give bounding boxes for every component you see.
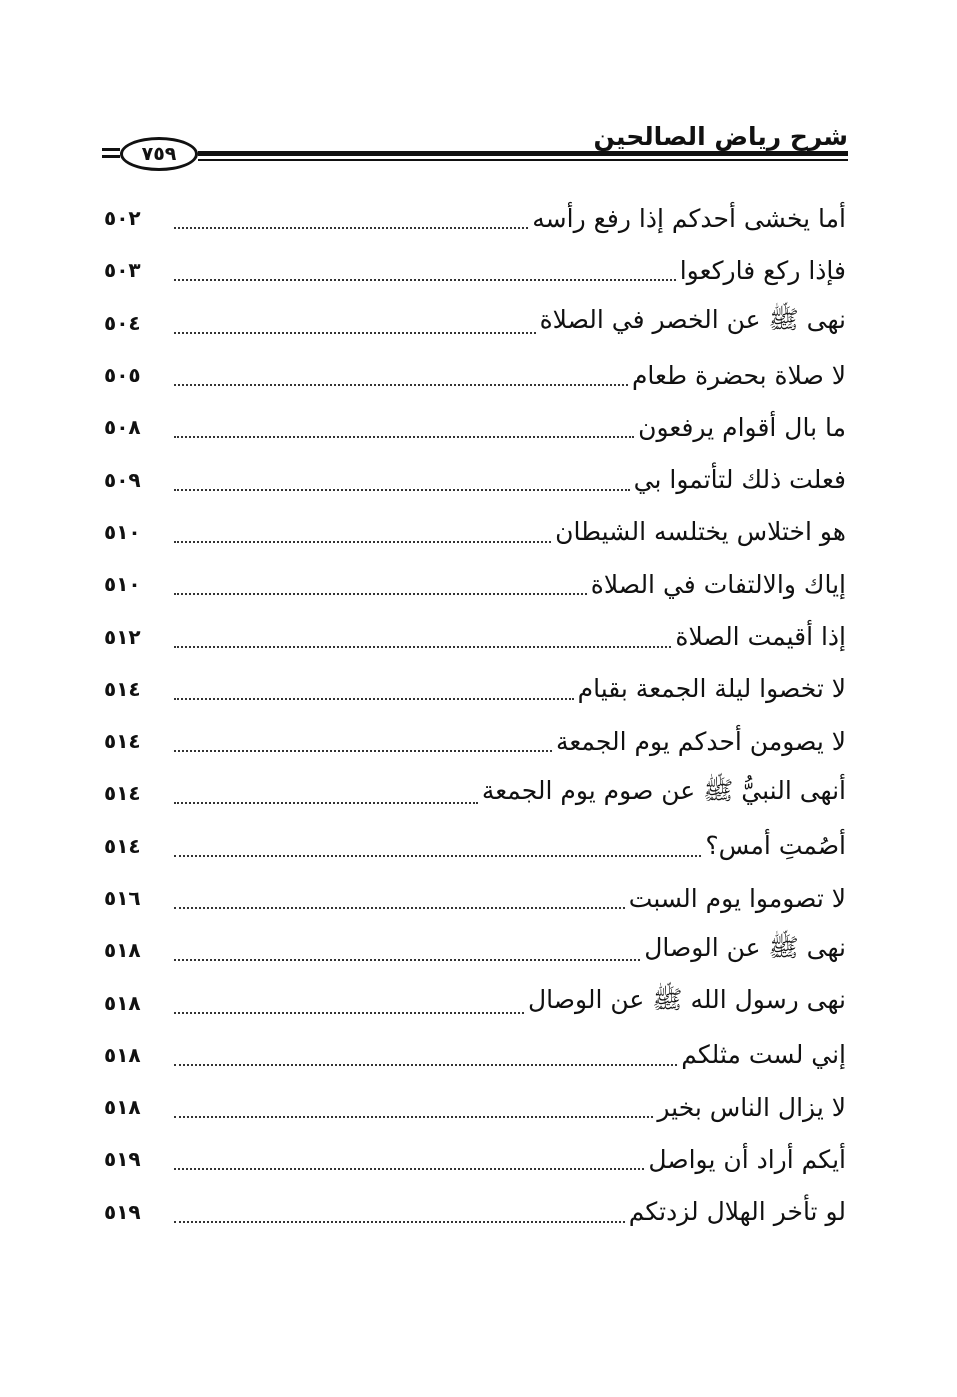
toc-entry <box>100 1029 846 1081</box>
dot-leader <box>174 1168 644 1170</box>
toc-entry <box>100 976 846 1028</box>
toc-entry-page: ٥١٨ <box>104 1042 141 1067</box>
dot-leader <box>174 593 587 595</box>
dot-leader <box>174 855 701 857</box>
toc-entry-title: ما بال أقوام يرفعون <box>638 412 846 442</box>
toc-entry <box>100 192 846 244</box>
toc-entry <box>100 349 846 401</box>
toc-entry-title: أصُمتِ أمس؟ <box>705 831 846 861</box>
toc-entry-title: لا صلاة بحضرة طعام <box>631 360 846 390</box>
toc-entry-title: فإذا ركع فاركعوا <box>679 255 846 285</box>
toc-entry-title: أما يخشى أحدكم إذا رفع رأسه <box>532 203 846 233</box>
toc-entry <box>100 872 846 924</box>
header-rule-thin <box>198 159 848 161</box>
toc-entry <box>100 506 846 558</box>
dot-leader <box>174 541 551 543</box>
dot-leader <box>174 698 574 700</box>
toc-entry-title: لا تخصوا ليلة الجمعة بقيام <box>577 674 846 704</box>
page-number: ٧٥٩ <box>141 143 177 165</box>
toc-entry-page: ٥١٠ <box>104 572 141 597</box>
page-header <box>102 122 848 174</box>
toc-entry <box>100 558 846 610</box>
toc-entry-title: لا تصوموا يوم السبت <box>628 883 846 913</box>
toc-entry-title: فعلت ذلك لتأتموا بي <box>633 465 846 495</box>
toc-entry <box>100 663 846 715</box>
dot-leader <box>174 279 676 281</box>
toc-entry-page: ٥١٤ <box>104 729 141 754</box>
toc-entry <box>100 453 846 505</box>
dot-leader <box>174 384 628 386</box>
dot-leader <box>174 489 630 491</box>
toc-entry-title: لا يزال الناس بخير <box>657 1092 846 1122</box>
toc-entry-title: هو اختلاس يختلسه الشيطان <box>555 517 846 547</box>
toc-entry <box>100 244 846 296</box>
dot-leader <box>174 332 536 334</box>
page-number-badge <box>120 137 198 171</box>
dot-leader <box>174 1221 625 1223</box>
dot-leader <box>174 227 528 229</box>
toc-entry-page: ٥٠٩ <box>104 467 141 492</box>
toc-entry-title: إذا أقيمت الصلاة <box>675 622 846 652</box>
toc-entry-page: ٥١٨ <box>104 990 141 1015</box>
dot-leader <box>174 959 640 961</box>
dot-leader <box>174 1012 524 1014</box>
header-rule-thick <box>198 151 848 156</box>
toc-entry-title: إياك والالتفات في الصلاة <box>590 569 846 599</box>
header-ornament <box>102 148 120 162</box>
toc-entry-title: أنهى النبيُّ ﷺ عن صوم يوم الجمعة <box>481 775 846 805</box>
toc-entry-title: أيكم أراد أن يواصل <box>648 1144 846 1174</box>
dot-leader <box>174 1116 653 1118</box>
toc-entry-page: ٥١٨ <box>104 938 141 963</box>
toc-entry <box>100 401 846 453</box>
toc-entry <box>100 820 846 872</box>
toc-entry-page: ٥١٦ <box>104 886 141 910</box>
toc-entry-page: ٥١٤ <box>104 676 141 701</box>
toc-entry-page: ٥١٢ <box>104 624 141 649</box>
dot-leader <box>174 802 478 804</box>
toc-entry-page: ٥١٤ <box>104 833 141 858</box>
toc-entry-page: ٥٠٨ <box>104 415 141 440</box>
toc-entry <box>100 297 846 349</box>
toc-entry <box>100 715 846 767</box>
toc-entry-page: ٥١٨ <box>104 1095 141 1120</box>
toc-entry-title: نهى رسول الله ﷺ عن الوصال <box>527 985 846 1015</box>
toc-entry-page: ٥٠٤ <box>104 310 141 335</box>
toc-entry-page: ٥٠٢ <box>104 206 141 231</box>
dot-leader <box>174 1064 677 1066</box>
toc-entry-title: لا يصومن أحدكم يوم الجمعة <box>555 726 846 756</box>
toc-entry-page: ٥١٩ <box>104 1147 141 1172</box>
book-title: شرح رياض الصالحين <box>593 122 848 151</box>
toc-entry-page: ٥١٤ <box>104 781 141 806</box>
toc-entry <box>100 1186 846 1238</box>
toc-entry-title: إني لست مثلكم <box>681 1040 846 1070</box>
toc-entry <box>100 924 846 976</box>
toc-entry-page: ٥١٩ <box>104 1199 141 1224</box>
toc-entry <box>100 767 846 819</box>
toc-entry-title: نهى ﷺ عن الوصال <box>644 932 846 962</box>
dot-leader <box>174 436 634 438</box>
toc-entry <box>100 1081 846 1133</box>
dot-leader <box>174 750 552 752</box>
toc-entry <box>100 1133 846 1185</box>
dot-leader <box>174 907 625 909</box>
dot-leader <box>174 646 671 648</box>
toc-entry <box>100 610 846 662</box>
toc-entry-title: نهى ﷺ عن الخصر في الصلاة <box>539 305 846 335</box>
toc-entry-page: ٥٠٥ <box>104 363 141 388</box>
toc-entry-title: لو تأخر الهلال لزدتكم <box>628 1197 846 1227</box>
toc-entry-page: ٥١٠ <box>104 519 141 544</box>
toc-entry-page: ٥٠٣ <box>104 258 141 283</box>
table-of-contents <box>100 192 846 1238</box>
